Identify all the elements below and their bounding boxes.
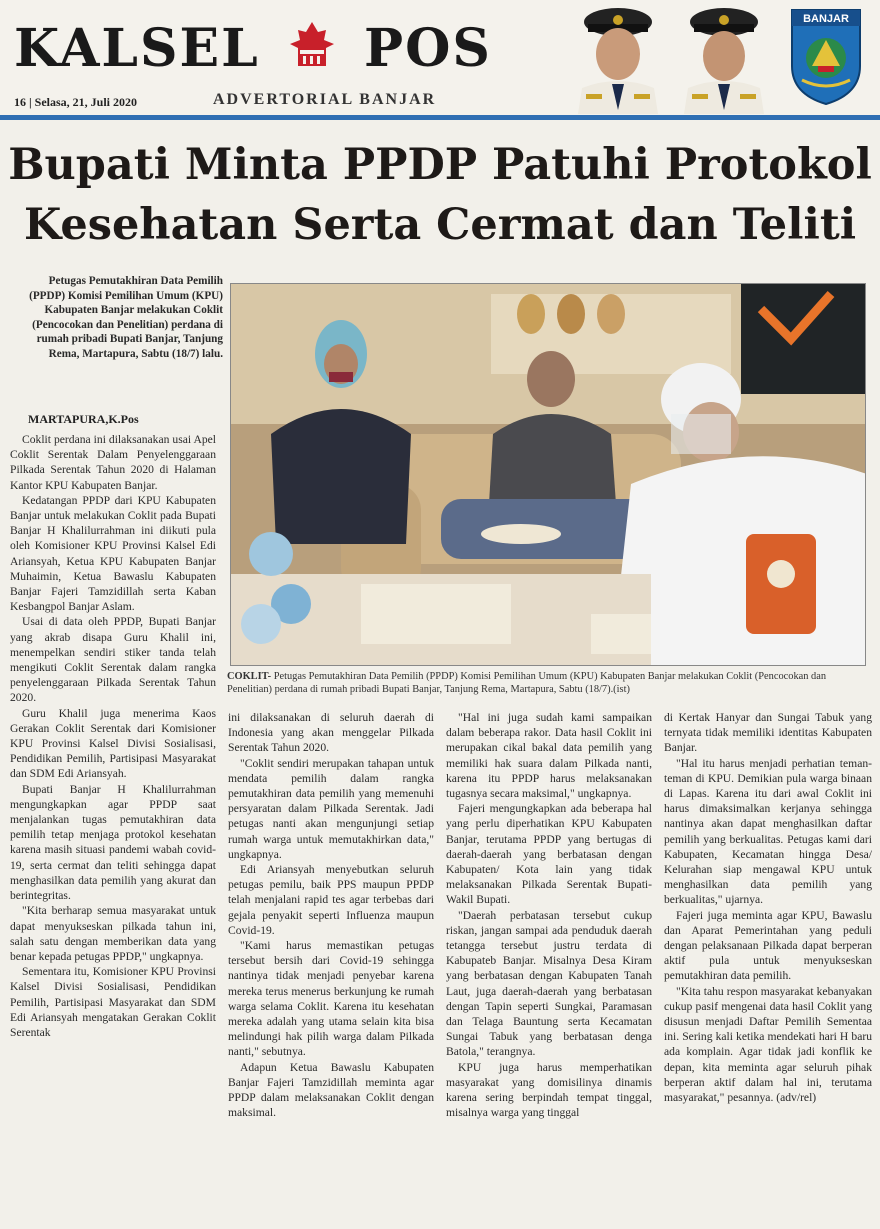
article-column-3 <box>446 710 652 1120</box>
official-portrait-1 <box>572 4 664 114</box>
paragraph: Sementara itu, Komisioner KPU Provinsi Kalsel Divisi Sosialisasi, Pendidikan Pemilih, Partisipasi Masyarakat dan SDM Edi Ariansyah mengatakan Gerakan Coklit Serentak <box>10 965 216 1039</box>
paragraph: "Kami harus memastikan petugas tersebut bersih dari Covid-19 sehingga nantinya tidak menjadi penyebar karena mereka terus menerus berkunjung ke rumah warga selama Coklit. Karena itu kesehatan mereka adalah yang utama selain kita bisa melindungi hak pilih warga dalam Pilkada nanti," sebutnya. <box>228 939 434 1059</box>
dateline: MARTAPURA,K.Pos <box>28 412 139 426</box>
headline-line-1: Bupati Minta PPDP Patuhi Protokol <box>8 140 872 190</box>
paragraph: "Hal itu harus menjadi perhatian teman-teman di KPU. Demikian pula warga binaan di Lapas. Karena itu dari awal Coklit ini harus dimaksimalkan kerjanya sehingga nantinya akan dapat menghasilkan daftar pemilih yang berkualitas. Petugas kami dari Kabupaten, Kecamatan hingga Desa/ Kelurahan siap mengawal KPU untuk menghasilkan data pemilih yang berkualitas," ujarnya. <box>664 756 872 907</box>
paragraph: Coklit perdana ini dilaksanakan usai Apel Coklit Serentak Dalam Penyelenggaraan Pilkada Serentak Tahun 2020 di Halaman Kantor KPU Kabupaten Banjar. <box>10 433 216 492</box>
paragraph: Adapun Ketua Bawaslu Kabupaten Banjar Fajeri Tamzidillah meminta agar PPDP dalam melaksanakan Coklit dengan maksimal. <box>228 1060 434 1120</box>
masthead <box>0 0 880 120</box>
paragraph: Edi Ariansyah menyebutkan seluruh petugas pemilu, baik PPS maupun PPDP telah menjalani rapid tes agar terbebas dari gejala penyakit seperti Influenza maupun Covid-19. <box>228 863 434 937</box>
paragraph: Usai di data oleh PPDP, Bupati Banjar yang akrab disapa Guru Khalil ini, menempelkan sendiri stiker tanda telah mengikuti Coklit Serentak dalam rangka penyelenggaraan Pilkada Serentak Tahun 2020. <box>10 615 216 705</box>
masthead-rule <box>0 115 880 120</box>
logo-text-left: KALSEL <box>14 18 260 79</box>
caption-label: COKLIT- <box>227 671 272 682</box>
photo-caption <box>227 670 872 696</box>
paragraph: ini dilaksanakan di seluruh daerah di Indonesia yang akan menggelar Pilkada Serentak Tahun 2020. <box>228 711 434 755</box>
headline-line-2: Kesehatan Serta Cermat dan Teliti <box>23 200 857 250</box>
article-photo <box>230 283 866 666</box>
crest-label: BANJAR <box>803 13 849 25</box>
article-column-1 <box>10 432 216 1040</box>
paragraph: Kedatangan PPDP dari KPU Kabupaten Banjar untuk melakukan Coklit pada Bupati Banjar H Khalilurrahman ini diikuti pula oleh Komisioner KPU Provinsi Kalsel Edi Ariansyah, Ketua KPU Kabupaten Banjar Muhaimin, Ketua Bawaslu Kabupaten Banjar Fajeri Tamzidillah serta Kaban Kesbangpol Banjar Aslam. <box>10 493 216 614</box>
headline <box>0 135 880 255</box>
paragraph: di Kertak Hanyar dan Sungai Tabuk yang ternyata tidak memiliki identitas Kabupaten Banjar. <box>664 711 872 755</box>
photo-illustration <box>231 284 866 666</box>
issue-info: 16 | Selasa, 21, Juli 2020 <box>14 95 137 109</box>
paragraph: Guru Khalil juga menerima Kaos Gerakan Coklit Serentak dari Komisioner KPU Provinsi Kalsel Divisi Sosialisasi, Pendidikan Pemilih, Partisipasi Masyarakat dan SDM Edi Ariansyah. <box>10 706 216 781</box>
logo-text-right: POS <box>363 18 492 79</box>
logo-house-icon <box>286 20 338 70</box>
caption-text: Petugas Pemutakhiran Data Pemilih (PPDP) Komisi Pemilihan Umum (KPU) Kabupaten Banjar melakukan Coklit (Pencocokan dan Penelitian) perdana di rumah pribadi Bupati Banjar, Tanjung Rema, Martapura, Sabtu (18/7).(ist) <box>227 671 827 695</box>
paragraph: "Daerah perbatasan tersebut cukup riskan, jangan sampai ada penduduk daerah tetangga tersebut justru terdata di Kabupateb Banjar. Misalnya Desa Kiram yang berbatasan dengan Kabupaten Tanah Laut, juga daerah-daerah yang berbatasan dengan Tapin seperti Sungkai, Paramasan dan Telaga Bauntung serta Kecamatan Sungai Tabuk yang berbatasan denga Batola," terangnya. <box>446 908 652 1059</box>
paragraph: "Hal ini juga sudah kami sampaikan dalam beberapa rakor. Data hasil Coklit ini merupakan cikal bakal data pemilih yang memiliki hak suara dalam Pilkada nanti, karena itu PPDP harus melaksanakan tugasnya secara maksimal," ungkapnya. <box>446 711 652 801</box>
banjar-crest-icon <box>788 6 864 106</box>
newspaper-logo <box>14 20 492 78</box>
paragraph: KPU juga harus memperhatikan masyarakat yang domisilinya dinamis karena sering berpindah tempat tinggal, misalnya warga yang tinggal <box>446 1060 652 1120</box>
article-column-2 <box>228 710 434 1120</box>
article-column-4 <box>664 710 872 1105</box>
article-lead: Petugas Pemutakhiran Data Pemilih (PPDP) Komisi Pemilihan Umum (KPU) Kabupaten Banjar melakukan Coklit (Pencocokan dan Penelitian) perdana di rumah pribadi Bupati Banjar, Tanjung Rema, Martapura, Sabtu (18/7) lalu. <box>29 275 223 360</box>
paragraph: "Coklit sendiri merupakan tahapan untuk mendata pemilih dalam rangka pemutakhiran data pemilih yang memenuhi persyaratan dalam Pilkada Serentak. Jadi petugas nanti akan mengunjungi setiap rumah warga untuk memutakhirkan data," ungkapnya. <box>228 756 434 861</box>
official-portrait-2 <box>678 4 770 114</box>
paragraph: Fajeri mengungkapkan ada beberapa hal yang perlu diperhatikan KPU Kabupaten Banjar, terutama PPDP yang bertugas di daerah-daerah yang berbatasan dengan Kabupaten/ Kota lain yang tidak melaksanakan Pilkada Serentak Bupati-Wakil Bupati. <box>446 802 652 907</box>
paragraph: "Kita tahu respon masyarakat kebanyakan cukup pasif mengenai data hasil Coklit yang disusun menjadi Daftar Pemilih Sementaa ini. Sering kali ketika mendekati hari H baru ada komplain. Agar tidak jadi konflik ke depan, kita meminta agar seluruh pihak berperan aktif dalam hal ini, terutama masyarakat," pesannya. (adv/rel) <box>664 984 872 1105</box>
section-label: ADVERTORIAL BANJAR <box>213 91 437 108</box>
paragraph: "Kita berharap semua masyarakat untuk dapat menyukseskan pilkada tahun ini, salah satu dengan memberikan data yang benar kepada petugas PPDP," ungkapnya. <box>10 904 216 963</box>
paragraph: Fajeri juga meminta agar KPU, Bawaslu dan Aparat Pemerintahan yang peduli dengan pelaksanaan Pilkada dapat berperan aktif pula untuk menyukseskan pemutakhiran data pemilih. <box>664 908 872 983</box>
paragraph: Bupati Banjar H Khalilurrahman mengungkapkan agar PPDP saat menjalankan tugas pemutakhiran data pemilih tetap menjaga protokol kesehatan karena masih situasi pandemi wabah covid-19, serta cermat dan teliti sehingga dapat menghasilkan data pemilih yang akurat dan berintegritas. <box>10 782 216 903</box>
